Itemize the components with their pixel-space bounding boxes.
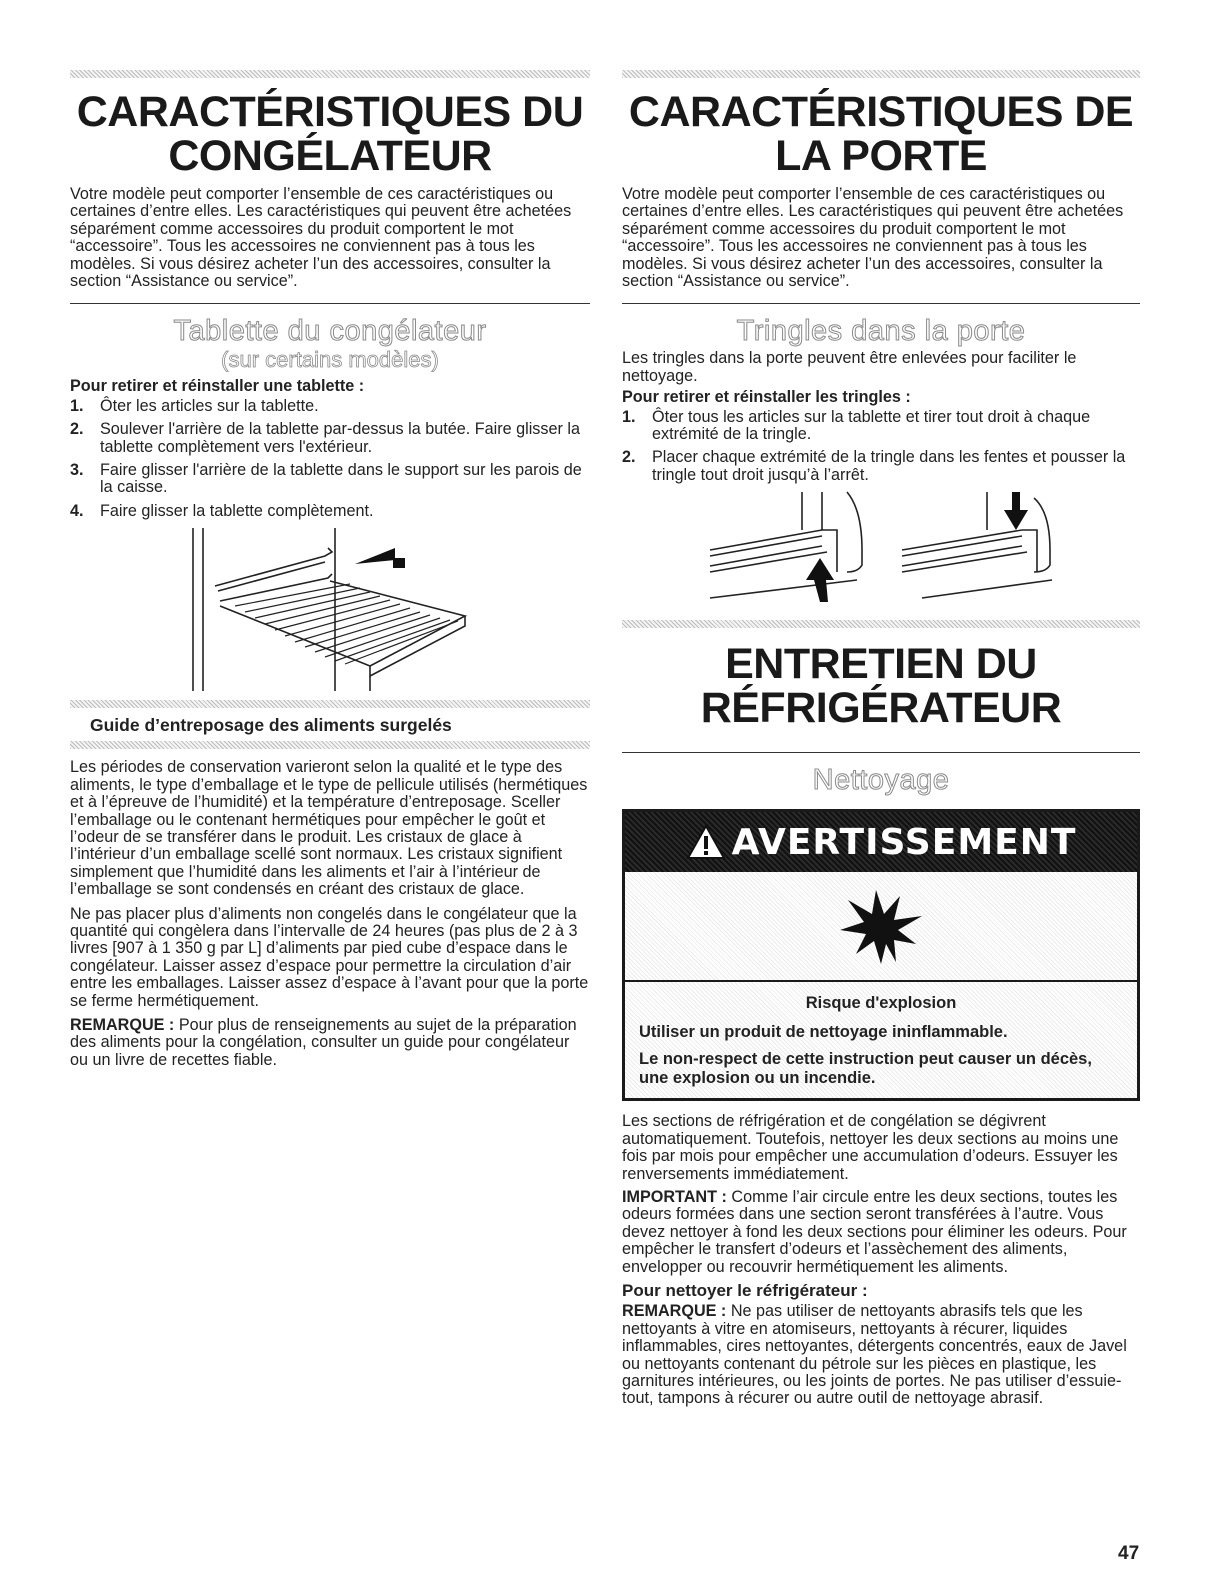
warning-box [622, 809, 1140, 1101]
title-line-2: RÉFRIGÉRATEUR [700, 684, 1062, 733]
shelf-subheading: (sur certains modèles) [221, 347, 439, 373]
warning-content [625, 982, 1137, 1098]
right-column [622, 70, 1140, 1408]
freezer-intro: Votre modèle peut comporter l’ensemble de ces caractéristiques ou certaines d’entre elles. Les caractéristiques qui peuvent être achetées séparément comme accessoires du produit comportent le mot “accessoire”. Tous les accessoires ne conviennent pas à tous les modèles. Si vous désirez acheter l’un des accessoires, consulter la section “Assistance ou service”. [70, 185, 572, 291]
cleaning-heading: Nettoyage [812, 764, 950, 797]
title-line-1: CARACTÉRISTIQUES DE [628, 88, 1134, 136]
divider [622, 752, 1140, 753]
warning-line-1: Utiliser un produit de nettoyage ininflammable. [639, 1023, 1008, 1042]
rails-steps-title: Pour retirer et réinstaller les tringles : [622, 388, 911, 407]
divider [622, 303, 1140, 304]
rails-steps [622, 409, 1140, 485]
door-features-title [622, 90, 1140, 178]
list-item: 4. Faire glisser la tablette complètement. [70, 501, 374, 520]
section-divider [70, 700, 590, 708]
section-divider [622, 70, 1140, 78]
list-item: 1. Ôter tous les articles sur la tablette et tirer tout droit à chaque extrémité de la tringle. [622, 407, 1091, 444]
shelf-illustration [70, 526, 590, 694]
guide-paragraph-1: Les périodes de conservation varieront selon la qualité et le type des aliments, le type d’emballage et le type de pellicule utilisés (hermétiques et à l’épreuve de l’humidité) et la température d’entreposage. Sceller l’emballage ou le contenant hermétiques pour empêcher le goût et l’odeur de se transférer dans le produit. Les cristaux de glace à l’intérieur d’un emballage scellé sont normaux. Les cristaux signifient simplement que l’humidité dans les aliments et l’air à l’intérieur de l’emballage se sont condensés en créant des cristaux de glace. [70, 758, 588, 899]
list-item: 3. Faire glisser l'arrière de la tablette dans le support sur les parois de la caisse. [70, 461, 582, 497]
list-item: 2. Placer chaque extrémité de la tringle dans les fentes et pousser la tringle tout droit jusqu’à l’arrêt. [622, 448, 1126, 484]
list-item: 1. Ôter les articles sur la tablette. [70, 396, 319, 415]
rails-text: Les tringles dans la porte peuvent être enlevées pour faciliter le nettoyage. [622, 349, 1077, 385]
list-item: 2. Soulever l'arrière de la tablette par-dessus la butée. Faire glisser la tablette complètement vers l'extérieur. [70, 420, 580, 456]
shelf-steps [70, 398, 590, 520]
warning-banner: AVERTISSEMENT [625, 812, 1137, 872]
clean-fridge-title: Pour nettoyer le réfrigérateur : [622, 1280, 868, 1300]
title-line-1: ENTRETIEN DU [725, 640, 1037, 689]
warning-risk: Risque d'explosion [805, 994, 957, 1013]
cleaning-note: REMARQUE : Ne pas utiliser de nettoyants abrasifs tels que les nettoyants à vitre en atomiseurs, nettoyants à récurer, liquides inflammables, cires nettoyantes, détergents concentrés, eaux de Javel ou nettoyants contenant du pétrole sur les pièces en plastique, les garnitures intérieures, ou les joints de portes. Ne pas utiliser d’essuie-tout, tampons à récurer ou autre outil de nettoyage abrasif. [622, 1302, 1127, 1408]
explosion-symbol-area [625, 872, 1137, 982]
section-divider [622, 620, 1140, 628]
shelf-steps-title: Pour retirer et réinstaller une tablette : [70, 377, 365, 396]
warning-line-2: Le non-respect de cette instruction peut causer un décès, une explosion ou un incendie. [639, 1050, 1092, 1088]
important-paragraph: IMPORTANT : Comme l’air circule entre les deux sections, toutes les odeurs formées dans une section seront transférées à l’autre. Vous devez nettoyer à fond les deux sections pour éliminer les odeurs. Pour empêcher le transfert d’odeurs et l’assèchement des aliments, envelopper ou recouvrir hermétiquement les aliments. [622, 1187, 1127, 1276]
title-line-2: LA PORTE [775, 132, 987, 180]
explosion-icon [836, 886, 926, 966]
guide-title: Guide d’entreposage des aliments surgelés [90, 715, 452, 736]
warning-triangle-icon [686, 824, 726, 860]
title-line-1: CARACTÉRISTIQUES DU [76, 88, 584, 136]
guide-note: REMARQUE : Pour plus de renseignements au sujet de la préparation des aliments pour la congélation, consulter un guide pour congélateur ou un livre de recettes fiable. [70, 1015, 577, 1069]
door-rail-illustration [622, 490, 1140, 608]
door-intro: Votre modèle peut comporter l’ensemble de ces caractéristiques ou certaines d’entre elles. Les caractéristiques qui peuvent être achetées séparément comme accessoires du produit comportent le mot “accessoire”. Tous les accessoires ne conviennent pas à tous les modèles. Si vous désirez acheter l’un des accessoires, consulter la section “Assistance ou service”. [622, 185, 1124, 291]
guide-paragraph-2: Ne pas placer plus d’aliments non congelés dans le congélateur que la quantité qui congèlera dans l’intervalle de 24 heures (pas plus de 2 à 3 livres [907 à 1 350 g par L] d’aliments par pied cube d’espace dans le congélateur. Laisser assez d’espace pour permettre la circulation d’air entre les emballages. Laisser assez d’espace à l’avant pour que la porte se ferme hermétiquement. [70, 904, 589, 1010]
left-column [70, 70, 590, 1069]
shelf-heading: Tablette du congélateur [173, 315, 487, 348]
section-divider [70, 741, 590, 749]
rails-heading: Tringles dans la porte [736, 315, 1026, 348]
title-line-2: CONGÉLATEUR [168, 132, 492, 180]
section-divider [70, 70, 590, 78]
cleaning-paragraph: Les sections de réfrigération et de congélation se dégivrent automatiquement. Toutefois, nettoyer les deux sections au moins une fois par mois pour empêcher une accumulation d’odeurs. Essuyer les renversements immédiatement. [622, 1112, 1119, 1183]
freezer-features-title [70, 90, 590, 178]
divider [70, 303, 590, 304]
page-number: 47 [1118, 1543, 1140, 1564]
refrigerator-care-title [622, 640, 1140, 733]
